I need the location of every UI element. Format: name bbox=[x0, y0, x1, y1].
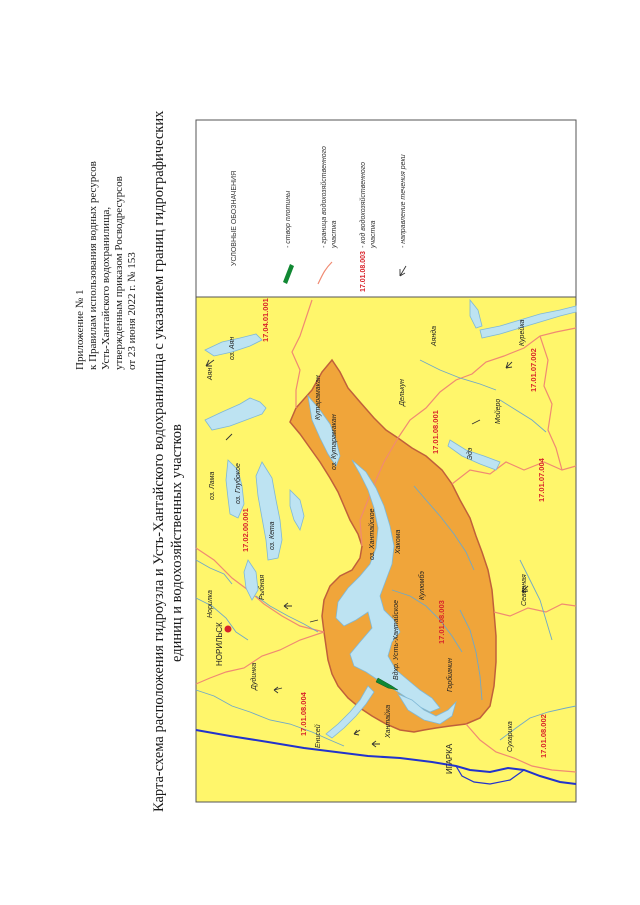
river-label: Норилка bbox=[207, 590, 214, 618]
city-label-norilsk: НОРИЛЬСК bbox=[215, 622, 224, 666]
map-title-line2: единиц и водохозяйственных участков bbox=[169, 424, 185, 662]
lake-label: оз. Глубокое bbox=[235, 463, 242, 504]
appendix-line: утвержденным приказом Росводресурсов bbox=[113, 176, 125, 370]
legend-item-text: - направление течения реки bbox=[400, 154, 407, 248]
lake-label: оз. Кутарамакан bbox=[331, 414, 338, 470]
city-label-igarka: ИГАРКА bbox=[445, 743, 454, 774]
lake-label: оз. Аян bbox=[229, 336, 236, 360]
appendix-line: от 23 июня 2022 г. № 153 bbox=[126, 252, 138, 370]
river-label: Кулюмбэ bbox=[419, 571, 426, 600]
river-label: Енисей bbox=[315, 724, 322, 748]
legend-code-symbol: 17.01.08.003 bbox=[360, 251, 367, 292]
river-label: Хантайка bbox=[385, 704, 392, 738]
appendix-line: Приложение № 1 bbox=[74, 289, 86, 370]
region-code: 17.01.07.004 bbox=[537, 458, 546, 502]
map-title-line1: Карта-схема расположения гидроузла и Усть-Хантайского водохранилища с указанием границ гидрографических bbox=[151, 110, 167, 812]
legend-panel bbox=[196, 120, 576, 297]
region-code: 17.04.01.001 bbox=[261, 298, 270, 342]
appendix-line: Усть-Хантайского водохранилища, bbox=[100, 206, 112, 370]
lake-label: оз. Хантайское bbox=[369, 508, 376, 560]
region-code: 17.01.08.002 bbox=[539, 714, 548, 758]
lake-label: оз. Лама bbox=[209, 471, 216, 500]
river-label: Кутарамакан bbox=[315, 375, 322, 420]
river-label: Сухарика bbox=[507, 721, 514, 752]
city-marker-norilsk bbox=[225, 626, 232, 633]
legend-item-text: - створ плотины bbox=[285, 190, 292, 248]
river-label: Курейка bbox=[519, 319, 526, 346]
region-code: 17.02.00.001 bbox=[241, 508, 250, 552]
legend-heading: УСЛОВНЫЕ ОБОЗНАЧЕНИЯ bbox=[231, 170, 238, 266]
river-label: Северная bbox=[521, 574, 528, 606]
legend-item-text2: участка bbox=[370, 220, 377, 248]
region-code: 17.01.08.004 bbox=[299, 692, 308, 736]
river-label: Дудинка bbox=[251, 662, 258, 690]
region-code: 17.01.08.003 bbox=[437, 600, 446, 644]
river-label: Рыбная bbox=[259, 574, 266, 600]
region-code: 17.01.08.001 bbox=[431, 410, 440, 454]
reservoir-label: Вдхр. Усть-Хантайское bbox=[393, 599, 400, 680]
river-label: Эдэ bbox=[467, 447, 474, 460]
legend-item-text: - граница водохозяйственного bbox=[321, 146, 328, 248]
legend-item-text: - код водохозяйственного bbox=[360, 162, 367, 248]
river-label: Делькун bbox=[399, 379, 406, 406]
appendix-line: к Правилам использования водных ресурсов bbox=[87, 161, 99, 370]
river-label: Хакома bbox=[395, 529, 402, 554]
region-code: 17.01.07.002 bbox=[529, 348, 538, 392]
legend-item-text2: участка bbox=[331, 220, 338, 248]
lake-label: оз. Кета bbox=[269, 521, 276, 550]
river-label: Горбиачин bbox=[447, 658, 454, 692]
river-label: Мойеро bbox=[495, 398, 502, 424]
river-label: Аянда bbox=[431, 325, 438, 346]
river-label: Аян bbox=[207, 367, 214, 380]
